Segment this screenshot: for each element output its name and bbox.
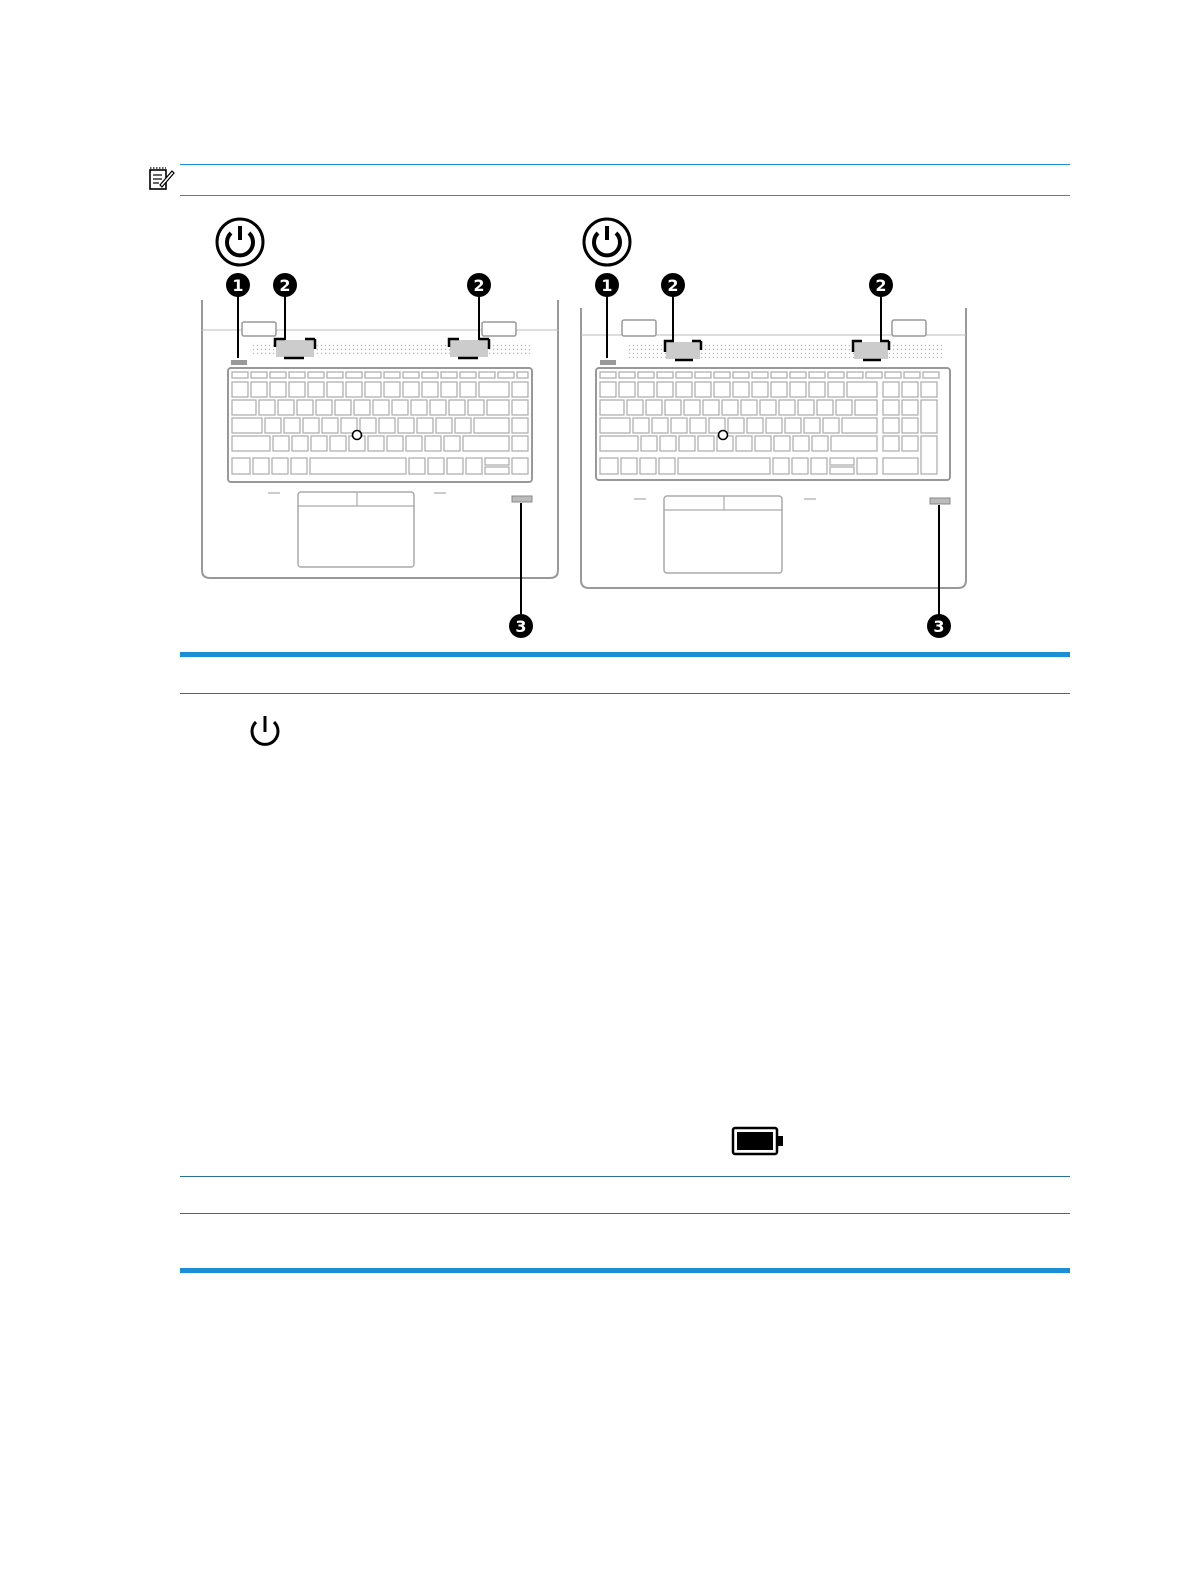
table-rule-bottom xyxy=(180,1268,1070,1273)
note-rule-bottom xyxy=(180,195,1070,196)
svg-text:1: 1 xyxy=(601,276,613,295)
table-header-rule xyxy=(180,693,1070,694)
callout-2-right-a xyxy=(661,273,685,297)
left-laptop xyxy=(202,219,558,638)
note-rule-top xyxy=(180,164,1070,165)
power-icon xyxy=(217,219,263,265)
callout-1-right xyxy=(595,273,619,297)
svg-text:1: 1 xyxy=(232,276,244,295)
svg-text:2: 2 xyxy=(473,276,485,295)
svg-text:2: 2 xyxy=(279,276,291,295)
battery-icon xyxy=(731,1125,785,1157)
power-icon xyxy=(246,712,284,750)
table-row-rule-1 xyxy=(180,1176,1070,1177)
callout-3-right xyxy=(927,614,951,638)
callout-2-right-b xyxy=(869,273,893,297)
svg-text:2: 2 xyxy=(667,276,679,295)
callout-2-left-a xyxy=(273,273,297,297)
power-icon xyxy=(584,219,630,265)
right-laptop xyxy=(581,219,966,638)
svg-text:2: 2 xyxy=(875,276,887,295)
svg-text:3: 3 xyxy=(515,617,527,636)
callout-3-left xyxy=(509,614,533,638)
note-icon xyxy=(148,166,176,192)
keyboard-figure xyxy=(180,200,1070,650)
table-row-rule-2 xyxy=(180,1213,1070,1214)
svg-text:3: 3 xyxy=(933,617,945,636)
table-rule-top xyxy=(180,652,1070,657)
callout-2-left-b xyxy=(467,273,491,297)
callout-1-left xyxy=(226,273,250,297)
